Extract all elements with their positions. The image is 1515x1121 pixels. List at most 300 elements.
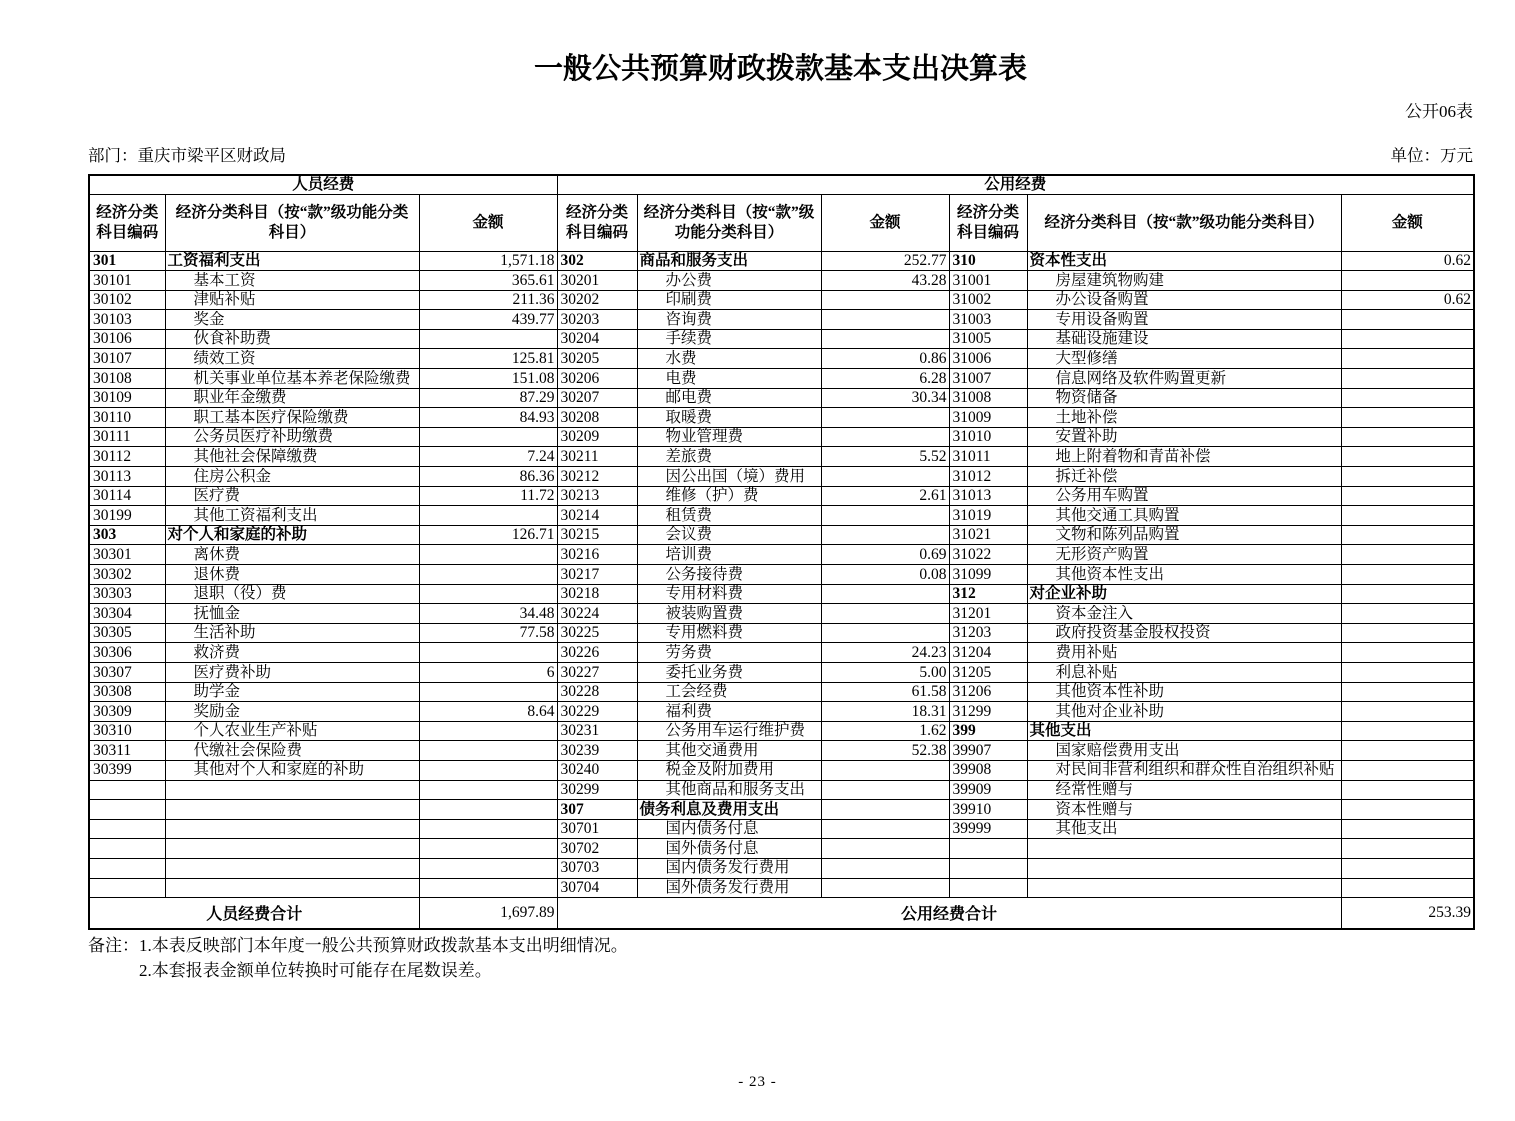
amount-cell <box>821 780 949 800</box>
code-cell: 30217 <box>557 565 637 585</box>
amount-cell: 1,571.18 <box>419 251 557 271</box>
amount-cell: 151.08 <box>419 369 557 389</box>
code-cell: 39907 <box>949 741 1027 761</box>
table-row <box>89 760 1474 780</box>
amount-cell: 0.86 <box>821 349 949 369</box>
meta-row <box>88 146 1473 166</box>
amount-cell <box>1341 310 1474 330</box>
amount-cell <box>419 839 557 859</box>
amount-cell: 30.34 <box>821 388 949 408</box>
table-row <box>89 388 1474 408</box>
table-row <box>89 800 1474 820</box>
amount-cell <box>1341 565 1474 585</box>
name-cell: 奖励金 <box>165 702 419 722</box>
name-cell: 差旅费 <box>637 447 821 467</box>
code-cell: 39909 <box>949 780 1027 800</box>
code-cell: 30229 <box>557 702 637 722</box>
amount-cell <box>419 858 557 878</box>
code-cell: 30215 <box>557 525 637 545</box>
name-cell: 基础设施建设 <box>1027 329 1341 349</box>
table-row <box>89 290 1474 310</box>
name-cell: 国外债务付息 <box>637 839 821 859</box>
code-cell: 30112 <box>89 447 165 467</box>
code-cell <box>89 780 165 800</box>
name-cell: 其他交通费用 <box>637 741 821 761</box>
name-cell: 助学金 <box>165 682 419 702</box>
code-cell: 31007 <box>949 369 1027 389</box>
code-cell <box>949 858 1027 878</box>
table-row <box>89 486 1474 506</box>
code-cell: 30108 <box>89 369 165 389</box>
name-cell: 邮电费 <box>637 388 821 408</box>
code-cell: 30310 <box>89 721 165 741</box>
code-cell: 30303 <box>89 584 165 604</box>
code-cell <box>89 858 165 878</box>
amount-cell: 7.24 <box>419 447 557 467</box>
col-header-code: 经济分类科目编码 <box>89 194 165 251</box>
code-cell: 30703 <box>557 858 637 878</box>
code-cell: 31001 <box>949 271 1027 291</box>
page <box>0 52 1515 1121</box>
public-total-label: 公用经费合计 <box>557 898 1341 929</box>
name-cell: 其他交通工具购置 <box>1027 506 1341 526</box>
name-cell: 医疗费补助 <box>165 662 419 682</box>
code-cell: 30399 <box>89 760 165 780</box>
table-row <box>89 525 1474 545</box>
amount-cell <box>1341 545 1474 565</box>
expenditure-table <box>88 174 1475 930</box>
notes-lines <box>139 933 628 983</box>
amount-cell: 439.77 <box>419 310 557 330</box>
amount-cell: 6.28 <box>821 369 949 389</box>
amount-cell <box>1341 329 1474 349</box>
amount-cell <box>821 858 949 878</box>
name-cell: 工资福利支出 <box>165 251 419 271</box>
name-cell: 土地补偿 <box>1027 408 1341 428</box>
amount-cell <box>419 878 557 898</box>
amount-cell: 34.48 <box>419 604 557 624</box>
name-cell: 信息网络及软件购置更新 <box>1027 369 1341 389</box>
col-header-name: 经济分类科目（按“款”级功能分类科目） <box>637 194 821 251</box>
amount-cell: 126.71 <box>419 525 557 545</box>
table-row <box>89 271 1474 291</box>
table-body <box>89 251 1474 898</box>
name-cell: 医疗费 <box>165 486 419 506</box>
personnel-total-label: 人员经费合计 <box>89 898 419 929</box>
name-cell: 咨询费 <box>637 310 821 330</box>
amount-cell <box>1341 819 1474 839</box>
name-cell: 其他支出 <box>1027 819 1341 839</box>
name-cell: 国家赔偿费用支出 <box>1027 741 1341 761</box>
name-cell: 物业管理费 <box>637 427 821 447</box>
amount-cell <box>1341 408 1474 428</box>
name-cell: 经常性赠与 <box>1027 780 1341 800</box>
name-cell: 公务用车购置 <box>1027 486 1341 506</box>
column-header-row <box>89 194 1474 251</box>
code-cell: 30114 <box>89 486 165 506</box>
name-cell: 离休费 <box>165 545 419 565</box>
table-row <box>89 584 1474 604</box>
table-row <box>89 565 1474 585</box>
name-cell: 费用补贴 <box>1027 643 1341 663</box>
code-cell: 30110 <box>89 408 165 428</box>
amount-cell <box>419 506 557 526</box>
amount-cell <box>1341 760 1474 780</box>
amount-cell <box>821 467 949 487</box>
amount-cell: 6 <box>419 662 557 682</box>
code-cell: 31205 <box>949 662 1027 682</box>
amount-cell: 86.36 <box>419 467 557 487</box>
amount-cell <box>1341 584 1474 604</box>
name-cell: 退职（役）费 <box>165 584 419 604</box>
code-cell: 30202 <box>557 290 637 310</box>
code-cell: 31011 <box>949 447 1027 467</box>
name-cell: 资本金注入 <box>1027 604 1341 624</box>
table-row <box>89 545 1474 565</box>
group-header-public: 公用经费 <box>557 175 1474 194</box>
code-cell: 30302 <box>89 565 165 585</box>
code-cell: 30208 <box>557 408 637 428</box>
amount-cell <box>419 819 557 839</box>
name-cell: 住房公积金 <box>165 467 419 487</box>
name-cell: 税金及附加费用 <box>637 760 821 780</box>
col-header-name: 经济分类科目（按“款”级功能分类科目） <box>165 194 419 251</box>
amount-cell <box>419 780 557 800</box>
code-cell: 30218 <box>557 584 637 604</box>
table-row <box>89 721 1474 741</box>
public-total-value: 253.39 <box>1341 898 1474 929</box>
name-cell: 其他对个人和家庭的补助 <box>165 760 419 780</box>
amount-cell <box>1341 721 1474 741</box>
code-cell: 30213 <box>557 486 637 506</box>
name-cell: 大型修缮 <box>1027 349 1341 369</box>
amount-cell <box>821 408 949 428</box>
name-cell: 商品和服务支出 <box>637 251 821 271</box>
code-cell: 30311 <box>89 741 165 761</box>
amount-cell <box>821 310 949 330</box>
amount-cell <box>1341 702 1474 722</box>
code-cell: 30240 <box>557 760 637 780</box>
department-label: 部门：重庆市梁平区财政局 <box>88 146 286 165</box>
code-cell: 30203 <box>557 310 637 330</box>
name-cell: 绩效工资 <box>165 349 419 369</box>
amount-cell: 1.62 <box>821 721 949 741</box>
name-cell <box>165 858 419 878</box>
table-row <box>89 819 1474 839</box>
amount-cell <box>1341 525 1474 545</box>
name-cell: 地上附着物和青苗补偿 <box>1027 447 1341 467</box>
note-line: 2.本套报表金额单位转换时可能存在尾数误差。 <box>139 960 492 980</box>
table-row <box>89 506 1474 526</box>
table-row <box>89 427 1474 447</box>
code-cell: 30216 <box>557 545 637 565</box>
code-cell <box>89 819 165 839</box>
name-cell: 国内债务发行费用 <box>637 858 821 878</box>
name-cell: 维修（护）费 <box>637 486 821 506</box>
name-cell <box>165 780 419 800</box>
amount-cell <box>1341 858 1474 878</box>
name-cell: 公务员医疗补助缴费 <box>165 427 419 447</box>
table-row <box>89 447 1474 467</box>
amount-cell <box>1341 467 1474 487</box>
name-cell: 办公费 <box>637 271 821 291</box>
code-cell: 31099 <box>949 565 1027 585</box>
code-cell: 30239 <box>557 741 637 761</box>
code-cell: 31299 <box>949 702 1027 722</box>
amount-cell <box>1341 427 1474 447</box>
amount-cell <box>1341 604 1474 624</box>
name-cell: 劳务费 <box>637 643 821 663</box>
name-cell: 其他资本性支出 <box>1027 565 1341 585</box>
code-cell: 30101 <box>89 271 165 291</box>
amount-cell <box>821 506 949 526</box>
code-cell: 30309 <box>89 702 165 722</box>
table-row <box>89 329 1474 349</box>
name-cell: 电费 <box>637 369 821 389</box>
name-cell <box>165 819 419 839</box>
amount-cell <box>419 565 557 585</box>
amount-cell: 5.00 <box>821 662 949 682</box>
code-cell: 30201 <box>557 271 637 291</box>
code-cell: 399 <box>949 721 1027 741</box>
code-cell: 30206 <box>557 369 637 389</box>
table-row <box>89 251 1474 271</box>
name-cell: 津贴补贴 <box>165 290 419 310</box>
name-cell: 个人农业生产补贴 <box>165 721 419 741</box>
name-cell: 其他工资福利支出 <box>165 506 419 526</box>
notes <box>88 933 1473 983</box>
amount-cell <box>821 760 949 780</box>
code-cell: 30106 <box>89 329 165 349</box>
name-cell: 文物和陈列品购置 <box>1027 525 1341 545</box>
page-number: - 23 - <box>738 1074 777 1090</box>
table-row <box>89 741 1474 761</box>
name-cell: 被装购置费 <box>637 604 821 624</box>
code-cell: 31203 <box>949 623 1027 643</box>
amount-cell <box>821 584 949 604</box>
code-cell <box>89 839 165 859</box>
code-cell: 31019 <box>949 506 1027 526</box>
code-cell: 30307 <box>89 662 165 682</box>
amount-cell: 5.52 <box>821 447 949 467</box>
table-row <box>89 349 1474 369</box>
code-cell: 30704 <box>557 878 637 898</box>
amount-cell <box>1341 878 1474 898</box>
table-row <box>89 702 1474 722</box>
amount-cell <box>821 819 949 839</box>
code-cell: 30103 <box>89 310 165 330</box>
document-content <box>88 52 1473 983</box>
amount-cell: 365.61 <box>419 271 557 291</box>
name-cell: 公务用车运行维护费 <box>637 721 821 741</box>
name-cell: 办公设备购置 <box>1027 290 1341 310</box>
amount-cell <box>1341 486 1474 506</box>
name-cell: 工会经费 <box>637 682 821 702</box>
code-cell: 30209 <box>557 427 637 447</box>
amount-cell <box>1341 271 1474 291</box>
code-cell: 31021 <box>949 525 1027 545</box>
code-cell: 30299 <box>557 780 637 800</box>
amount-cell <box>821 604 949 624</box>
amount-cell: 18.31 <box>821 702 949 722</box>
name-cell: 债务利息及费用支出 <box>637 800 821 820</box>
code-cell: 31006 <box>949 349 1027 369</box>
table-row <box>89 858 1474 878</box>
amount-cell <box>1341 682 1474 702</box>
amount-cell <box>821 800 949 820</box>
name-cell: 资本性赠与 <box>1027 800 1341 820</box>
name-cell: 国外债务发行费用 <box>637 878 821 898</box>
amount-cell <box>1341 741 1474 761</box>
sheet-label: 公开06表 <box>1405 102 1473 121</box>
amount-cell <box>821 839 949 859</box>
name-cell: 生活补助 <box>165 623 419 643</box>
table-row <box>89 643 1474 663</box>
amount-cell: 84.93 <box>419 408 557 428</box>
code-cell: 30199 <box>89 506 165 526</box>
amount-cell: 77.58 <box>419 623 557 643</box>
col-header-name: 经济分类科目（按“款”级功能分类科目） <box>1027 194 1341 251</box>
code-cell: 31005 <box>949 329 1027 349</box>
name-cell <box>165 800 419 820</box>
col-header-code: 经济分类科目编码 <box>557 194 637 251</box>
code-cell: 31003 <box>949 310 1027 330</box>
name-cell: 基本工资 <box>165 271 419 291</box>
table-row <box>89 623 1474 643</box>
amount-cell: 0.69 <box>821 545 949 565</box>
code-cell: 301 <box>89 251 165 271</box>
amount-cell: 125.81 <box>419 349 557 369</box>
name-cell: 对个人和家庭的补助 <box>165 525 419 545</box>
code-cell: 31206 <box>949 682 1027 702</box>
amount-cell: 8.64 <box>419 702 557 722</box>
code-cell: 31204 <box>949 643 1027 663</box>
amount-cell <box>419 760 557 780</box>
personnel-total-value: 1,697.89 <box>419 898 557 929</box>
table-row <box>89 604 1474 624</box>
name-cell: 其他社会保障缴费 <box>165 447 419 467</box>
name-cell: 奖金 <box>165 310 419 330</box>
name-cell: 资本性支出 <box>1027 251 1341 271</box>
amount-cell <box>1341 623 1474 643</box>
table-row <box>89 408 1474 428</box>
name-cell: 培训费 <box>637 545 821 565</box>
amount-cell: 0.08 <box>821 565 949 585</box>
name-cell: 伙食补助费 <box>165 329 419 349</box>
code-cell <box>949 878 1027 898</box>
code-cell: 30211 <box>557 447 637 467</box>
code-cell: 30102 <box>89 290 165 310</box>
amount-cell: 61.58 <box>821 682 949 702</box>
name-cell: 退休费 <box>165 565 419 585</box>
col-header-amount: 金额 <box>821 194 949 251</box>
amount-cell <box>1341 662 1474 682</box>
name-cell: 取暖费 <box>637 408 821 428</box>
name-cell <box>165 839 419 859</box>
name-cell: 救济费 <box>165 643 419 663</box>
totals-row <box>89 898 1474 929</box>
note-line: 1.本表反映部门本年度一般公共预算财政拨款基本支出明细情况。 <box>139 935 628 955</box>
code-cell <box>89 878 165 898</box>
page-title: 一般公共预算财政拨款基本支出决算表 <box>533 53 1027 85</box>
name-cell: 拆迁补偿 <box>1027 467 1341 487</box>
col-header-code: 经济分类科目编码 <box>949 194 1027 251</box>
amount-cell <box>419 643 557 663</box>
amount-cell <box>821 329 949 349</box>
code-cell: 39910 <box>949 800 1027 820</box>
amount-cell: 52.38 <box>821 741 949 761</box>
name-cell: 因公出国（境）费用 <box>637 467 821 487</box>
code-cell: 30214 <box>557 506 637 526</box>
amount-cell <box>419 741 557 761</box>
name-cell: 公务接待费 <box>637 565 821 585</box>
code-cell: 30204 <box>557 329 637 349</box>
amount-cell <box>1341 800 1474 820</box>
code-cell: 31009 <box>949 408 1027 428</box>
name-cell: 利息补贴 <box>1027 662 1341 682</box>
col-header-amount: 金额 <box>1341 194 1474 251</box>
name-cell: 福利费 <box>637 702 821 722</box>
code-cell: 31010 <box>949 427 1027 447</box>
code-cell <box>949 839 1027 859</box>
name-cell: 国内债务付息 <box>637 819 821 839</box>
notes-label: 备注： <box>88 935 139 955</box>
amount-cell: 0.62 <box>1341 251 1474 271</box>
amount-cell: 2.61 <box>821 486 949 506</box>
code-cell: 307 <box>557 800 637 820</box>
name-cell: 其他商品和服务支出 <box>637 780 821 800</box>
code-cell: 30301 <box>89 545 165 565</box>
table-row <box>89 310 1474 330</box>
amount-cell: 11.72 <box>419 486 557 506</box>
table-row <box>89 369 1474 389</box>
code-cell: 30207 <box>557 388 637 408</box>
name-cell: 安置补助 <box>1027 427 1341 447</box>
name-cell: 其他支出 <box>1027 721 1341 741</box>
code-cell: 39908 <box>949 760 1027 780</box>
amount-cell <box>1341 369 1474 389</box>
name-cell: 职工基本医疗保险缴费 <box>165 408 419 428</box>
code-cell: 30231 <box>557 721 637 741</box>
amount-cell <box>821 290 949 310</box>
name-cell: 租赁费 <box>637 506 821 526</box>
name-cell: 物资储备 <box>1027 388 1341 408</box>
unit-label: 单位：万元 <box>1390 146 1473 165</box>
name-cell <box>1027 858 1341 878</box>
code-cell: 31008 <box>949 388 1027 408</box>
code-cell: 30228 <box>557 682 637 702</box>
name-cell: 会议费 <box>637 525 821 545</box>
name-cell: 机关事业单位基本养老保险缴费 <box>165 369 419 389</box>
code-cell: 30702 <box>557 839 637 859</box>
amount-cell: 252.77 <box>821 251 949 271</box>
code-cell: 30107 <box>89 349 165 369</box>
code-cell: 31013 <box>949 486 1027 506</box>
name-cell: 专用燃料费 <box>637 623 821 643</box>
name-cell: 其他对企业补助 <box>1027 702 1341 722</box>
name-cell <box>165 878 419 898</box>
code-cell: 303 <box>89 525 165 545</box>
code-cell: 30205 <box>557 349 637 369</box>
name-cell: 代缴社会保险费 <box>165 741 419 761</box>
group-header-personnel: 人员经费 <box>89 175 557 194</box>
amount-cell <box>1341 780 1474 800</box>
amount-cell <box>1341 643 1474 663</box>
amount-cell <box>419 584 557 604</box>
table-row <box>89 467 1474 487</box>
name-cell <box>1027 839 1341 859</box>
code-cell: 30113 <box>89 467 165 487</box>
